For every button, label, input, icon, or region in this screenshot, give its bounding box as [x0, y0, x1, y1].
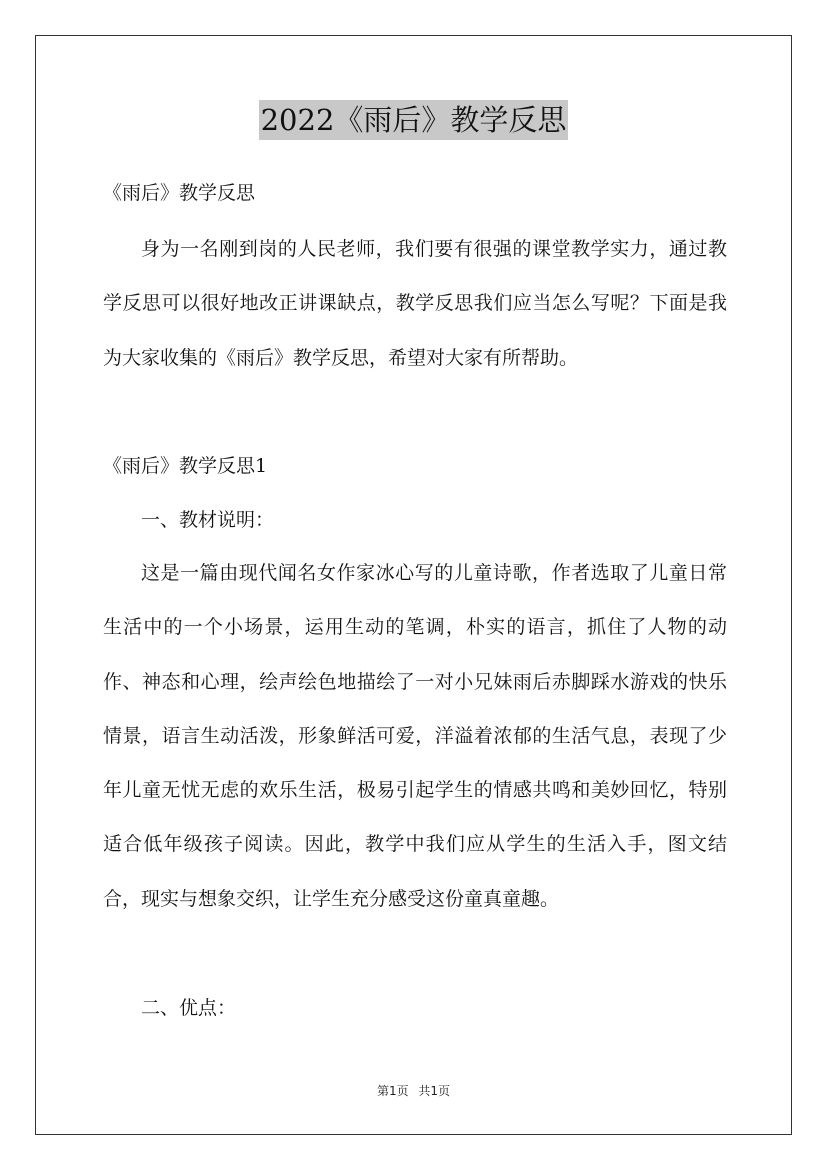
title-wrap — [0, 100, 827, 140]
subheading-strengths: 二、优点： — [141, 997, 237, 1019]
section1-heading: 《雨后》教学反思1 — [103, 455, 268, 477]
document-title: 2022《雨后》教学反思 — [259, 100, 569, 140]
subheading-materials: 一、教材说明： — [141, 509, 275, 531]
page-number: 第1页 — [376, 1084, 409, 1098]
page-total: 共1页 — [418, 1084, 451, 1098]
body-paragraph: 这是一篇由现代闻名女作家冰心写的儿童诗歌，作者选取了儿童日常生活中的一个小场景，运用生动的笔调，朴实的语言，抓住了人物的动作、神态和心理，绘声绘色地描绘了一对小兄妹雨后赤脚踩水游戏的快乐情景，语言生动活泼，形象鲜活可爱，洋溢着浓郁的生活气息，表现了少年儿童无忧无虑的欢乐生活，极易引起学生的情感共鸣和美妙回忆，特别适合低年级孩子阅读。因此，教学中我们应从学生的生活入手，图文结合，现实与想象交织，让学生充分感受这份童真童趣。 — [103, 562, 727, 910]
intro-paragraph: 身为一名刚到岗的人民老师，我们要有很强的课堂教学实力，通过教学反思可以很好地改正讲课缺点，教学反思我们应当怎么写呢？下面是我为大家收集的《雨后》教学反思，希望对大家有所帮助。 — [103, 238, 727, 369]
intro-heading: 《雨后》教学反思 — [103, 182, 256, 204]
page-footer — [0, 1083, 827, 1099]
